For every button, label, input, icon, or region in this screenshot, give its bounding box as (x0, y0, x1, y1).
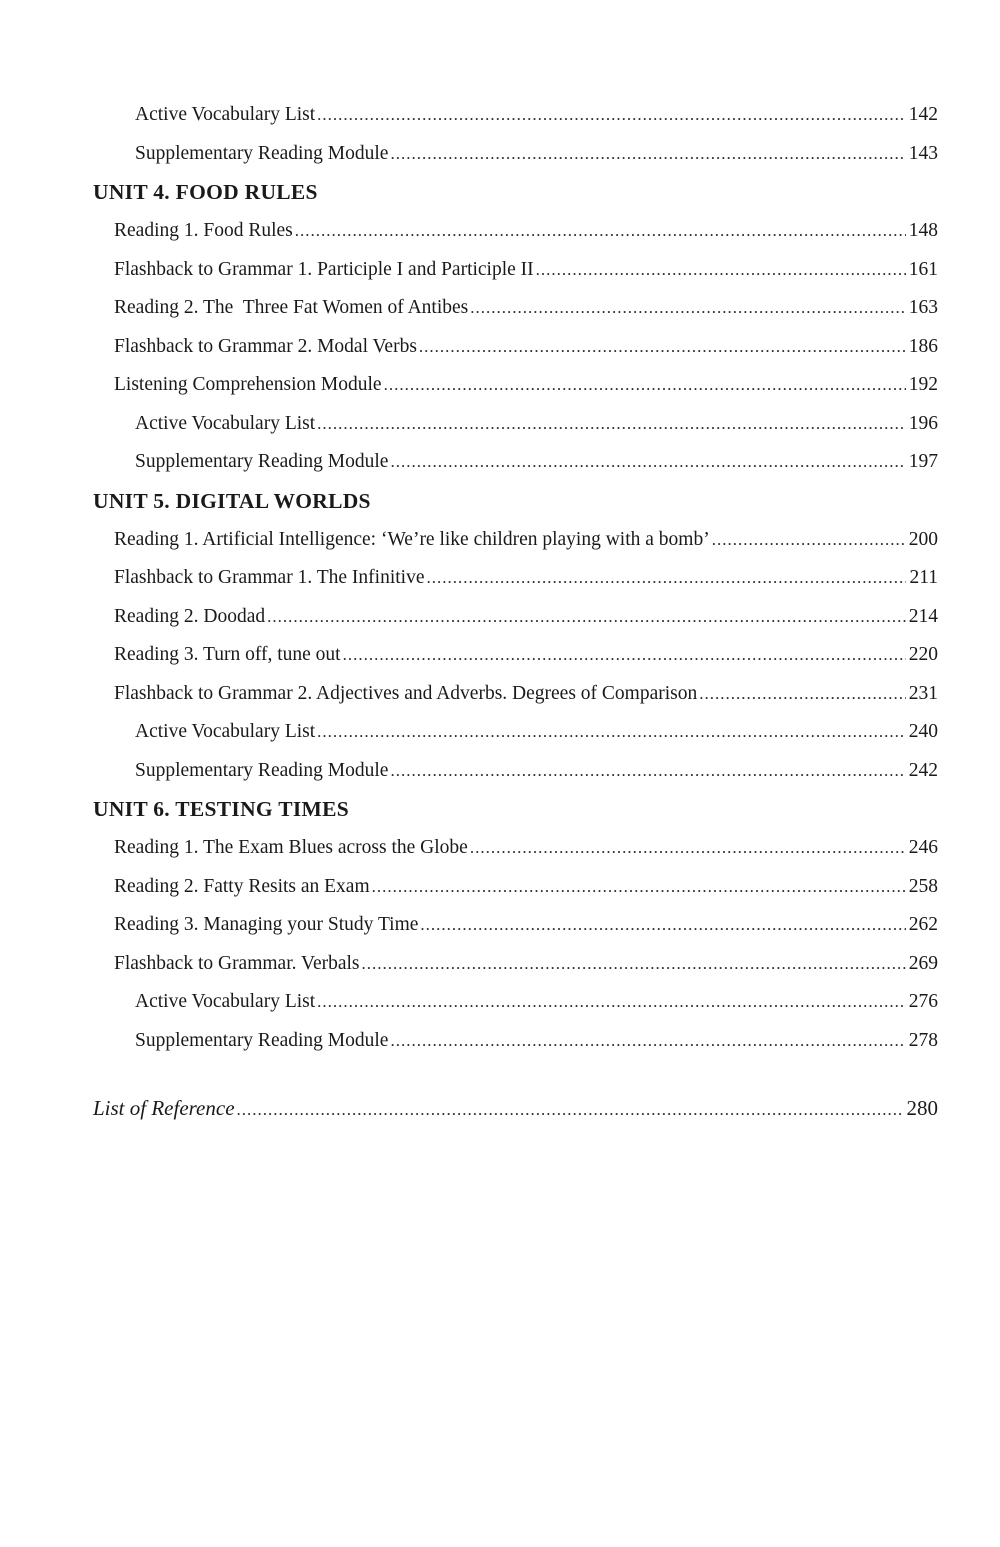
toc-entry-page: 192 (908, 374, 938, 395)
toc-entry[interactable] (135, 752, 938, 791)
toc-entry[interactable] (114, 906, 938, 945)
toc-entry-page: 142 (908, 104, 938, 125)
toc-entry-page: 280 (906, 1096, 938, 1120)
toc-entry-page: 231 (908, 682, 938, 704)
dot-leader (295, 212, 906, 251)
dot-leader (390, 135, 905, 174)
dot-leader (384, 366, 906, 405)
toc-entry-title: Reading 3. Managing your Study Time (114, 914, 419, 935)
unit-heading[interactable]: UNIT 5. DIGITAL WORLDS (93, 488, 371, 513)
toc-entry[interactable] (114, 636, 938, 675)
toc-entry-reference[interactable] (93, 1089, 938, 1128)
dot-leader (267, 598, 906, 637)
toc-entry-title: Supplementary Reading Module (135, 759, 389, 781)
toc-entry-title: Flashback to Grammar. Verbals (114, 952, 360, 974)
dot-leader (390, 1022, 905, 1061)
toc-entry-title: Supplementary Reading Module (135, 142, 389, 164)
toc-entry-page: 143 (908, 142, 938, 164)
toc-entry[interactable] (114, 675, 938, 714)
toc-entry-title: Flashback to Grammar 1. Participle I and Participle II (114, 258, 534, 280)
dot-leader (536, 251, 906, 290)
toc-entry[interactable] (135, 1022, 938, 1061)
toc-entry[interactable] (135, 405, 938, 444)
toc-entry[interactable] (114, 829, 938, 868)
toc-entry-title: Active Vocabulary List (135, 104, 316, 125)
dot-leader (712, 521, 906, 560)
toc-entry-page: 148 (908, 220, 938, 241)
toc-entry-title: Reading 2. Fatty Resits an Exam (114, 875, 370, 897)
toc-entry-title: Listening Comprehension Module (114, 374, 382, 395)
dot-leader (470, 289, 906, 328)
dot-leader (699, 675, 906, 714)
unit-heading[interactable]: UNIT 6. TESTING TIMES (93, 797, 350, 821)
dot-leader (426, 559, 906, 598)
dot-leader (317, 405, 906, 444)
toc-entry[interactable] (135, 135, 938, 174)
dot-leader (470, 829, 906, 868)
toc-entry-title: List of Reference (93, 1096, 235, 1120)
toc-entry-page: 240 (908, 721, 938, 742)
toc-entry-title: Active Vocabulary List (135, 721, 316, 742)
spacer (0, 1060, 1000, 1089)
dot-leader (419, 328, 906, 367)
dot-leader (317, 983, 906, 1022)
dot-leader (362, 945, 906, 984)
toc-entry-page: 211 (909, 567, 938, 588)
toc-entry-page: 262 (908, 914, 938, 935)
toc-entry-title: Supplementary Reading Module (135, 1029, 389, 1051)
dot-leader (390, 752, 905, 791)
toc-entry[interactable] (135, 983, 938, 1022)
toc-entry-page: 242 (908, 759, 938, 781)
toc-entry-page: 278 (908, 1029, 938, 1051)
toc-entry-title: Reading 1. Food Rules (114, 220, 293, 241)
dot-leader (372, 868, 906, 907)
toc-entry-title: Active Vocabulary List (135, 412, 316, 434)
toc-entry[interactable] (114, 559, 938, 598)
toc-entry-page: 246 (908, 837, 938, 858)
toc-entry-page: 220 (908, 644, 938, 665)
toc-entry[interactable] (114, 251, 938, 290)
toc-entry[interactable] (114, 328, 938, 367)
toc-entry-title: Flashback to Grammar 2. Adjectives and Adverbs. Degrees of Comparison (114, 682, 698, 704)
toc-entry-page: 276 (908, 991, 938, 1012)
toc-entry-title: Reading 1. The Exam Blues across the Globe (114, 837, 468, 858)
toc-entry-page: 269 (908, 952, 938, 974)
toc-entry[interactable] (114, 289, 938, 328)
toc-entry[interactable] (114, 366, 938, 405)
dot-leader (317, 96, 906, 135)
toc-entry[interactable] (114, 945, 938, 984)
toc-entry[interactable] (135, 443, 938, 482)
toc-entry-page: 258 (908, 875, 938, 897)
toc-entry[interactable] (114, 212, 938, 251)
toc-entry-page: 214 (908, 605, 938, 627)
dot-leader (390, 443, 905, 482)
dot-leader (343, 636, 906, 675)
toc-entry-title: Flashback to Grammar 2. Modal Verbs (114, 335, 417, 357)
dot-leader (237, 1091, 904, 1130)
unit-heading[interactable]: UNIT 4. FOOD RULES (93, 180, 318, 204)
dot-leader (317, 713, 906, 752)
toc-entry-title: Reading 1. Artificial Intelligence: ‘We’re like children playing with a bomb’ (114, 528, 710, 550)
toc-entry-page: 161 (908, 258, 938, 280)
dot-leader (420, 906, 905, 945)
toc-entry-title: Active Vocabulary List (135, 991, 316, 1012)
toc-entry-title: Reading 3. Turn off, tune out (114, 644, 341, 665)
toc-entry-title: Supplementary Reading Module (135, 451, 389, 472)
toc-entry[interactable] (135, 96, 938, 135)
toc-entry-page: 197 (908, 451, 938, 472)
toc-entry-page: 186 (908, 335, 938, 357)
toc-entry[interactable] (135, 713, 938, 752)
toc-entry-page: 200 (908, 528, 938, 550)
table-of-contents (0, 96, 1000, 1128)
toc-entry[interactable] (114, 521, 938, 560)
toc-entry-title: Flashback to Grammar 1. The Infinitive (114, 567, 425, 588)
toc-entry-title: Reading 2. The Three Fat Women of Antibes (114, 297, 469, 318)
toc-entry-title: Reading 2. Doodad (114, 605, 266, 627)
toc-entry-page: 163 (908, 297, 938, 318)
toc-entry[interactable] (114, 868, 938, 907)
toc-entry[interactable] (114, 598, 938, 637)
toc-entry-page: 196 (908, 412, 938, 434)
